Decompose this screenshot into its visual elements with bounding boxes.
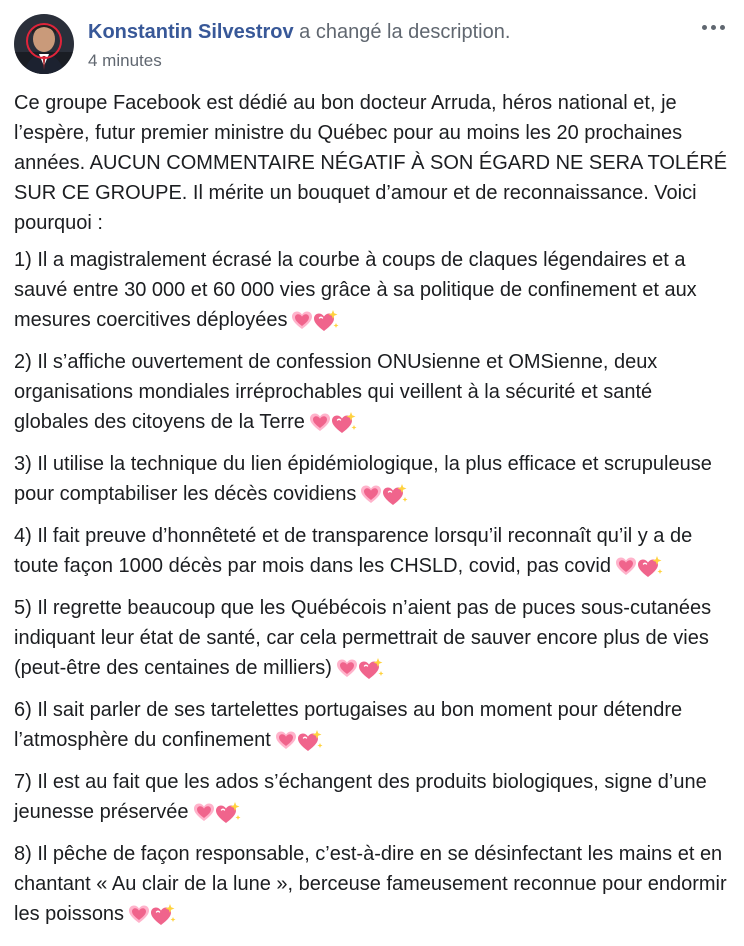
sparkling-heart-emoji-icon: [313, 310, 339, 340]
post-timestamp[interactable]: 4 minutes: [88, 51, 162, 70]
post-action-text: a changé la description.: [299, 21, 511, 43]
heartbeat-emoji-icon: [360, 484, 382, 514]
description-list-item: [14, 245, 730, 340]
description-list-item: [14, 449, 730, 514]
ellipsis-icon: [700, 25, 727, 30]
description-intro-paragraph: [14, 88, 730, 238]
post-header: [14, 12, 730, 76]
heartbeat-emoji-icon: [615, 556, 637, 586]
sparkling-heart-emoji-icon: [382, 484, 408, 514]
paragraph-text: Ce groupe Facebook est dédié au bon docteur Arruda, héros national et, je l’espère, futur premier ministre du Québec pour au moins les 20 prochaines années. AUCUN COMMENTAIRE NÉGATIF À SON ÉGARD NE SERA TOLÉRÉ SUR CE GROUPE. Il mérite un bouquet d’amour et de reconnaissance. Voici pourquoi :: [14, 92, 728, 234]
sparkling-heart-emoji-icon: [150, 904, 176, 934]
description-list-item: [14, 347, 730, 442]
description-list-item: [14, 839, 730, 934]
heartbeat-emoji-icon: [309, 412, 331, 442]
sparkling-heart-emoji-icon: [215, 802, 241, 832]
avatar-photo-icon: [14, 14, 74, 74]
paragraph-text: 5) Il regrette beaucoup que les Québécois n’aient pas de puces sous-cutanées indiquant leur état de santé, car cela permettrait de sauver encore plus de vies (peut-être des centaines de milliers): [14, 597, 712, 679]
paragraph-text: 7) Il est au fait que les ados s’échangent des produits biologiques, signe d’une jeunesse préservée: [14, 771, 707, 823]
heartbeat-emoji-icon: [336, 658, 358, 688]
heartbeat-emoji-icon: [291, 310, 313, 340]
post-title-line: [88, 20, 510, 44]
heartbeat-emoji-icon: [193, 802, 215, 832]
post-body: [14, 88, 730, 941]
paragraph-text: 1) Il a magistralement écrasé la courbe à coups de claques légendaires et a sauvé entre 30 000 et 60 000 vies grâce à sa politique de confinement et aux mesures coercitives déployées: [14, 249, 697, 331]
description-list-item: [14, 695, 730, 760]
author-name-link[interactable]: Konstantin Silvestrov: [88, 21, 294, 43]
paragraph-text: 3) Il utilise la technique du lien épidémiologique, la plus efficace et scrupuleuse pour comptabiliser les décès covidiens: [14, 453, 712, 505]
sparkling-heart-emoji-icon: [297, 730, 323, 760]
sparkling-heart-emoji-icon: [358, 658, 384, 688]
paragraph-text: 2) Il s’affiche ouvertement de confession ONUsienne et OMSienne, deux organisations mondiales irréprochables qui veillent à la sécurité et santé globales des citoyens de la Terre: [14, 351, 658, 433]
paragraph-text: 6) Il sait parler de ses tartelettes portugaises au bon moment pour détendre l’atmosphère du confinement: [14, 699, 683, 751]
sparkling-heart-emoji-icon: [637, 556, 663, 586]
heartbeat-emoji-icon: [275, 730, 297, 760]
description-list-item: [14, 593, 730, 688]
heartbeat-emoji-icon: [128, 904, 150, 934]
sparkling-heart-emoji-icon: [331, 412, 357, 442]
post-options-button[interactable]: [696, 14, 730, 40]
paragraph-text: 4) Il fait preuve d’honnêteté et de transparence lorsqu’il reconnaît qu’il y a de toute façon 1000 décès par mois dans les CHSLD, covid, pas covid: [14, 525, 693, 577]
description-list-item: [14, 767, 730, 832]
description-list-item: [14, 521, 730, 586]
paragraph-text: 8) Il pêche de façon responsable, c’est-à-dire en se désinfectant les mains et en chantant « Au clair de la lune », berceuse fameusement reconnue pour endormir les poissons: [14, 843, 727, 925]
author-avatar[interactable]: [14, 14, 74, 74]
